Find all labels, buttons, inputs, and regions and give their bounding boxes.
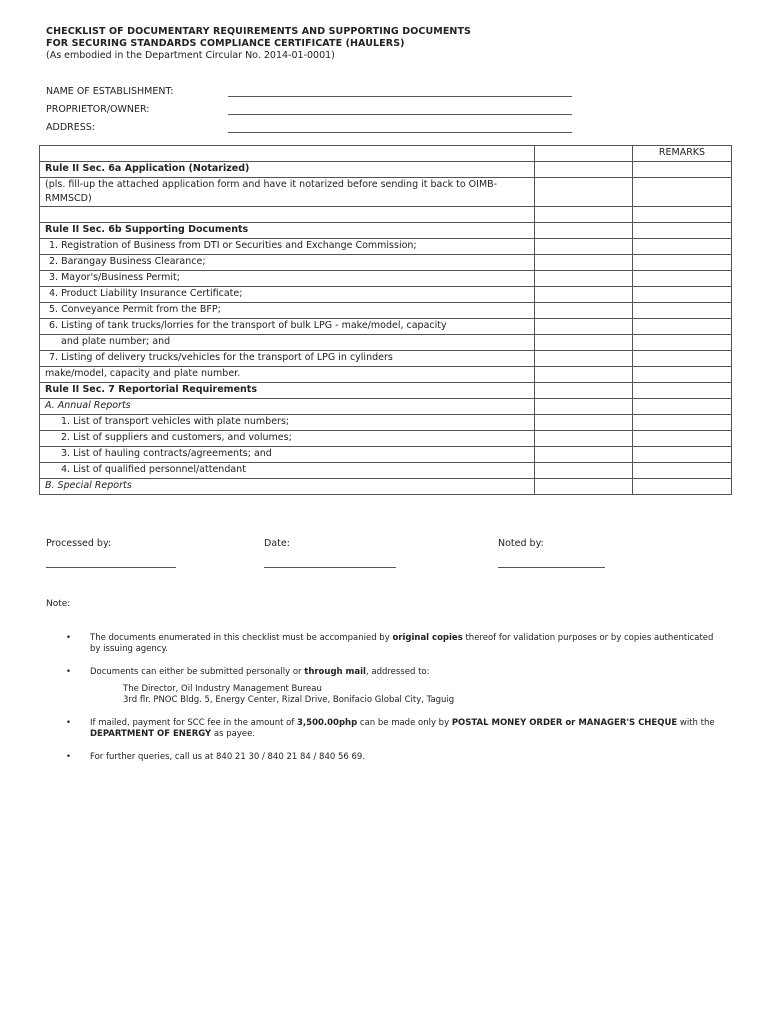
requirements-table (39, 145, 732, 495)
date-line[interactable] (264, 567, 396, 568)
check-cell[interactable] (535, 479, 633, 495)
remarks-cell[interactable] (633, 399, 732, 415)
remarks-cell[interactable] (633, 431, 732, 447)
note-label: Note: (46, 599, 71, 609)
check-cell[interactable] (535, 367, 633, 383)
remarks-cell[interactable] (633, 479, 732, 495)
processed-by-line[interactable] (46, 567, 176, 568)
remarks-cell[interactable] (633, 223, 732, 239)
remarks-cell[interactable] (633, 447, 732, 463)
establishment-field[interactable] (46, 86, 576, 104)
document-title (46, 26, 471, 50)
check-cell[interactable] (535, 431, 633, 447)
remarks-cell[interactable] (633, 415, 732, 431)
check-cell[interactable] (535, 223, 633, 239)
remarks-cell[interactable] (633, 383, 732, 399)
check-cell[interactable] (535, 287, 633, 303)
title-line-2: FOR SECURING STANDARDS COMPLIANCE CERTIFICATE (HAULERS) (46, 38, 405, 49)
remarks-cell[interactable] (633, 463, 732, 479)
requirement-item: 2. List of suppliers and customers, and volumes; (40, 431, 535, 447)
check-cell[interactable] (535, 207, 633, 223)
note-text: Documents can either be submitted personally or (90, 667, 305, 677)
requirement-item: make/model, capacity and plate number. (40, 367, 535, 383)
check-cell[interactable] (535, 351, 633, 367)
note-item (66, 633, 726, 655)
proprietor-label: PROPRIETOR/OWNER: (46, 104, 150, 115)
address-label: ADDRESS: (46, 122, 95, 133)
check-cell[interactable] (535, 271, 633, 287)
table-header-row (40, 146, 732, 162)
remarks-cell[interactable] (633, 351, 732, 367)
remarks-header: REMARKS (633, 146, 732, 162)
remarks-cell[interactable] (633, 207, 732, 223)
document-subtitle: (As embodied in the Department Circular No. 2014-01-0001) (46, 50, 335, 61)
check-cell[interactable] (535, 255, 633, 271)
note-item (66, 667, 726, 706)
note-text: If mailed, payment for SCC fee in the amount of (90, 718, 298, 728)
requirement-item: 1. List of transport vehicles with plate numbers; (40, 415, 535, 431)
table-row (40, 207, 732, 223)
table-row (40, 415, 732, 431)
note-emphasis: original copies (392, 633, 463, 643)
table-row (40, 303, 732, 319)
table-row (40, 383, 732, 399)
note-item (66, 718, 726, 740)
rule6a-heading: Rule II Sec. 6a Application (Notarized) (40, 162, 535, 178)
rule6b-heading: Rule II Sec. 6b Supporting Documents (40, 223, 535, 239)
remarks-cell[interactable] (633, 255, 732, 271)
check-cell[interactable] (535, 463, 633, 479)
bullet-icon: • (66, 633, 72, 643)
remarks-cell[interactable] (633, 367, 732, 383)
check-cell[interactable] (535, 303, 633, 319)
title-line-1: CHECKLIST OF DOCUMENTARY REQUIREMENTS AND SUPPORTING DOCUMENTS (46, 26, 471, 37)
remarks-cell[interactable] (633, 287, 732, 303)
check-cell[interactable] (535, 319, 633, 335)
table-row (40, 463, 732, 479)
check-cell[interactable] (535, 178, 633, 207)
requirement-item: 2. Barangay Business Clearance; (40, 255, 535, 271)
address-line[interactable] (228, 132, 572, 133)
note-emphasis: DEPARTMENT OF ENERGY (90, 729, 212, 739)
notes-list (66, 633, 726, 775)
note-text: For further queries, call us at 840 21 30 / 840 21 84 / 840 56 69. (90, 752, 366, 762)
requirement-item: 7. Listing of delivery trucks/vehicles for the transport of LPG in cylinders (40, 351, 535, 367)
date-label: Date: (264, 538, 290, 549)
table-row (40, 431, 732, 447)
table-cell (40, 146, 535, 162)
special-reports-heading: B. Special Reports (40, 479, 535, 495)
note-text: as payee. (211, 729, 256, 739)
requirement-item: and plate number; and (40, 335, 535, 351)
address-field[interactable] (46, 122, 576, 140)
table-row (40, 162, 732, 178)
table-cell (40, 207, 535, 223)
table-row (40, 399, 732, 415)
note-text: with the (677, 718, 715, 728)
note-item (66, 752, 726, 763)
remarks-cell[interactable] (633, 271, 732, 287)
processed-by-block (46, 538, 176, 568)
mailing-address (90, 684, 726, 706)
remarks-cell[interactable] (633, 239, 732, 255)
proprietor-field[interactable] (46, 104, 576, 122)
remarks-cell[interactable] (633, 178, 732, 207)
requirement-item: 5. Conveyance Permit from the BFP; (40, 303, 535, 319)
noted-by-label: Noted by: (498, 538, 544, 549)
table-row (40, 255, 732, 271)
note-emphasis: 3,500.00php (297, 718, 358, 728)
table-row (40, 335, 732, 351)
rule6a-note: (pls. fill-up the attached application form and have it notarized before sending it back to OIMB-RMMSCD) (40, 178, 535, 207)
note-text: , addressed to: (365, 667, 430, 677)
table-row (40, 287, 732, 303)
date-block (264, 538, 396, 568)
address-line-1: The Director, Oil Industry Management Bureau (123, 684, 322, 694)
requirement-item: 6. Listing of tank trucks/lorries for the transport of bulk LPG - make/model, capacity (40, 319, 535, 335)
table-row (40, 271, 732, 287)
table-row (40, 319, 732, 335)
bullet-icon: • (66, 718, 72, 728)
address-line-2: 3rd flr. PNOC Bldg. 5, Energy Center, Rizal Drive, Bonifacio Global City, Taguig (123, 695, 455, 705)
note-text: can be made only by (357, 718, 452, 728)
table-row (40, 447, 732, 463)
table-cell (535, 146, 633, 162)
requirement-item: 4. List of qualified personnel/attendant (40, 463, 535, 479)
table-row (40, 351, 732, 367)
note-emphasis: through mail (304, 667, 366, 677)
rule7-heading: Rule II Sec. 7 Reportorial Requirements (40, 383, 535, 399)
proprietor-line[interactable] (228, 114, 572, 115)
requirement-item: 4. Product Liability Insurance Certificate; (40, 287, 535, 303)
check-cell[interactable] (535, 239, 633, 255)
remarks-cell[interactable] (633, 319, 732, 335)
establishment-line[interactable] (228, 96, 572, 97)
establishment-fields (46, 86, 576, 140)
bullet-icon: • (66, 752, 72, 762)
remarks-cell[interactable] (633, 303, 732, 319)
table-row (40, 479, 732, 495)
establishment-label: NAME OF ESTABLISHMENT: (46, 86, 174, 97)
noted-by-line[interactable] (498, 567, 605, 568)
table-row (40, 367, 732, 383)
table-row (40, 239, 732, 255)
check-cell[interactable] (535, 447, 633, 463)
remarks-cell[interactable] (633, 162, 732, 178)
check-cell[interactable] (535, 383, 633, 399)
annual-reports-heading: A. Annual Reports (40, 399, 535, 415)
note-text: The documents enumerated in this checklist must be accompanied by (90, 633, 393, 643)
noted-by-block (498, 538, 605, 568)
check-cell[interactable] (535, 415, 633, 431)
note-text: thereof for validation purposes or by copies authenticated by issuing agency. (90, 633, 714, 654)
requirement-item: 3. List of hauling contracts/agreements; and (40, 447, 535, 463)
remarks-cell[interactable] (633, 335, 732, 351)
note-emphasis: POSTAL MONEY ORDER or MANAGER'S CHEQUE (451, 718, 678, 728)
table-row (40, 223, 732, 239)
check-cell[interactable] (535, 399, 633, 415)
requirement-item: 1. Registration of Business from DTI or Securities and Exchange Commission; (40, 239, 535, 255)
processed-by-label: Processed by: (46, 538, 112, 549)
requirement-item: 3. Mayor's/Business Permit; (40, 271, 535, 287)
check-cell[interactable] (535, 162, 633, 178)
bullet-icon: • (66, 667, 72, 677)
check-cell[interactable] (535, 335, 633, 351)
table-row (40, 178, 732, 207)
